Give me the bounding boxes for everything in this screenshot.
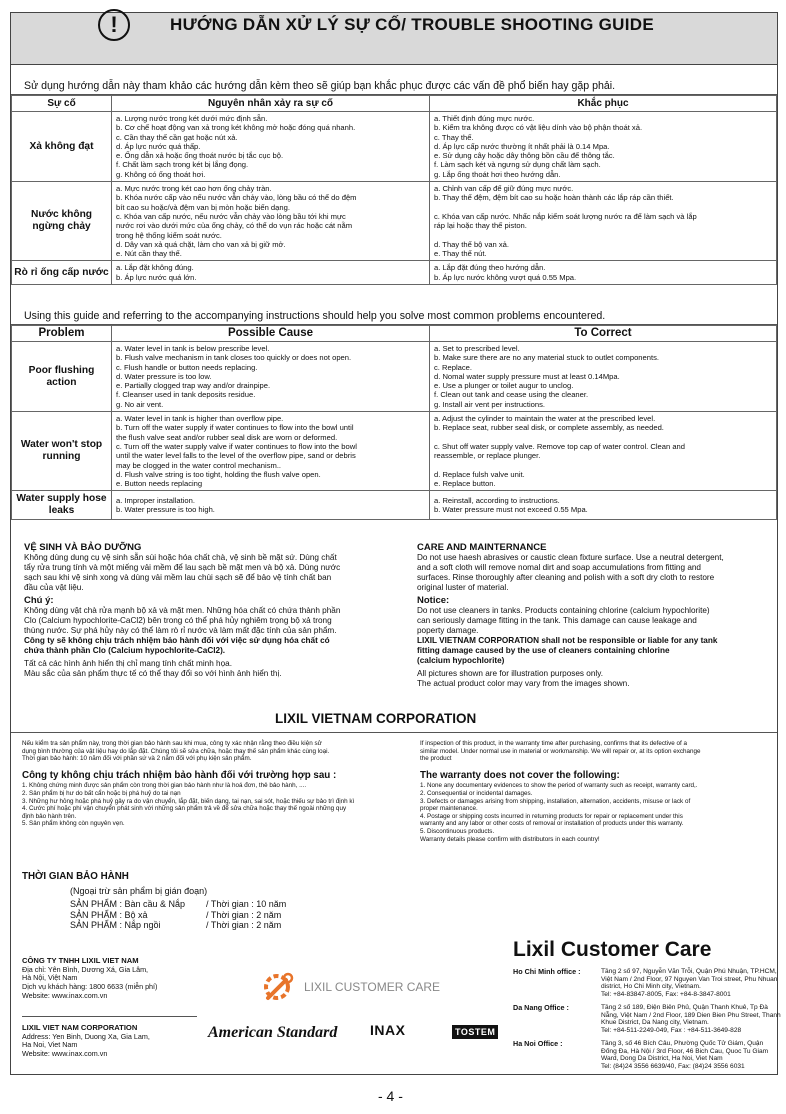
text-line: b. Khóa nước cấp vào nếu nước vẫn chảy vào, lòng bầu có thể do đệm [116,193,357,203]
cause-cell [112,342,430,412]
bold-note [24,636,404,656]
table-row [12,112,777,182]
page-title: HƯỚNG DẪN XỬ LÝ SỰ CỐ/ TROUBLE SHOOTING GUIDE [170,15,654,34]
text-line: c. Thay thế. [434,132,474,142]
tostem-logo: TOSTEM [452,1025,498,1039]
office-label: Da Nang Office : [513,1003,569,1012]
warranty-section-en [420,740,775,843]
text-line: Clo (Calcium hypochlorite-CaCl2) bên trong có thể phá hủy nghiêm trọng bộ xả trong [24,616,332,625]
office-label: Ha Noi Office : [513,1039,563,1048]
text-line: can seriously damage fitting in the tank. This damage can cause leakage and [417,616,697,625]
text-line: f. Cleanser used in tank deposits residue. [116,390,256,400]
cause-cell [112,182,430,261]
text-line: Address: Yen Binh, Duong Xa, Gia Lam, [22,1031,150,1041]
text-line: d. Water pressure is too low. [116,371,212,381]
text-line: Không dùng dung cụ vệ sinh sẵn sùi hoặc hóa chất chà, vệ sinh bề mặt sứ. Dùng chất [24,553,337,562]
text-line: 1. None any documentary evidences to show the period of warranty such as receipt, warranty card,. [420,782,698,790]
warranty-title: Công ty không chịu trách nhiệm bảo hành đối với trường hợp sau : [22,769,337,781]
fix-cell [430,182,777,261]
text-line: Tel: (84)24 3556 6639/40, Fax: (84)24 3556 6031 [601,1062,745,1070]
text-line: d. Replace fulsh valve unit. [434,469,525,479]
text-line: Tel: +84-511-2249-049, Fax : +84-511-3649-828 [601,1026,742,1034]
text-line: Ward, Dong Da District, Ha Noi, Viet Nam [601,1055,723,1062]
text-line: g. Install air vent per instructions. [434,399,546,409]
text-line: e. Sử dụng cây hoặc dây thông bồn cầu để thông tắc. [434,151,615,161]
disclaimer [417,669,777,689]
notice-title: Notice: [417,595,450,606]
text-line: Website: www.inax.com.vn [22,1049,108,1059]
text-line: Khue District, Da Nang city, Vietnam. [601,1019,709,1026]
text-line: c. Flush handle or button needs replacing. [116,362,258,372]
text-line: reassemble, or replace plunger. [434,451,541,461]
text-line: 2. Consequential or incidental damages. [420,789,533,797]
text-line: e. Use a plunger or toilet augur to unclog. [434,381,574,391]
text-line: Website: www.inax.com.vn [22,990,108,1000]
text-line: e. Nút cần thay thế. [116,249,182,259]
text-line: f. Làm sạch két và ngưng sử dụng chất làm sạch. [434,160,601,170]
text-line: g. No air vent. [116,399,164,409]
text-line: e. Ống dẫn xả hoặc ống thoát nước bị tắc cục bộ. [116,151,284,161]
text-line [434,433,772,442]
text-line: bít cao su hoặc/và đệm van bị mòn hoặc biến dạng. [116,202,290,212]
divider [11,732,777,733]
column-header: Khắc phục [430,96,777,112]
text-line [434,461,772,470]
text-line: a. Chỉnh van cấp để giữ đúng mực nước. [434,184,574,194]
warranty-section-vn [22,740,412,828]
text-line: Tầng 2 số 189, Điện Biên Phủ, Quận Thanh Khuê, Tp Đà [601,1004,768,1011]
text-line: a. Mực nước trong két cao hơn ống chảy tràn. [116,184,272,194]
notice-title: Chú ý: [24,595,54,606]
customer-care-title: Lixil Customer Care [513,938,712,961]
text-line: định bảo hành trên. [22,812,77,820]
text-line: and a soft cloth will remove nomal dirt and soap accumulations from fitting and [417,563,701,572]
text-line: the product [420,755,452,763]
text-line: c. Replace. [434,362,472,372]
table-row [12,342,777,412]
cause-cell [112,261,430,285]
text-line: 4. Postage or shipping costs incurred in returning products for repair or replacement under this [420,812,683,820]
column-header: Possible Cause [112,326,430,342]
text-line: g. Không có ống thoát hơi. [116,169,206,179]
intro-vn: Sử dụng hướng dẫn này tham khảo các hướng dẫn kèm theo sẽ giúp bạn khắc phục được các vấn đề phổ biến hay gặp phải. [24,80,616,92]
product-label: SẢN PHẨM : Nắp ngồi [70,920,161,930]
text-line: e. Partially clogged trap way and/or drainpipe. [116,381,271,391]
text-line: similar model. Under normal use in material or workmanship. We will repair or, at its option exchange [420,747,701,755]
text-line: LIXIL VIETNAM CORPORATION shall not be responsible or liable for any tank [417,636,718,645]
text-line: d. Áp lực cấp nước thường ít nhất phải là 0.14 Mpa. [434,141,610,151]
fix-cell [430,261,777,285]
care-title: VỆ SINH VÀ BẢO DƯỠNG [24,542,142,553]
warranty-time [22,872,286,931]
text-line: a. Water level in tank is higher than overflow pipe. [116,414,284,424]
text-line: c. Khóa van cấp nước, nếu nước vẫn chảy vào lòng bầu tới khi mực [116,211,346,221]
text-line: Ha Noi, Viet Nam [22,1040,78,1050]
text-line: d. Flush valve string is too tight, holding the flush valve open. [116,469,321,479]
text-line: b. Cơ chế hoạt động van xả trong két không mở hoặc đóng quá nhanh. [116,123,356,133]
text-line: b. Áp lực nước quá lớn. [116,272,197,282]
cause-cell [112,412,430,491]
text-line: d. Áp lực nước quá thấp. [116,141,201,151]
fix-cell [430,491,777,520]
text-line: Do not use cleaners in tanks. Products containing chlorine (calcium hypochlorite) [417,606,710,615]
problem-cell: Xả không đạt [12,112,112,182]
text-line: Không dùng vật chà rửa mạnh bộ xả và mặt men. Những hóa chất có chứa thành phần [24,606,341,615]
care-section-en [417,543,777,689]
text-line: b. Water pressure is too high. [116,505,215,515]
text-line: e. Button needs replacing [116,479,203,489]
text-line: district, Ho Chi Minh city, Vietnam. [601,983,701,990]
warranty-period: / Thời gian : 2 năm [206,920,282,930]
company-name: CÔNG TY TNHH LIXIL VIET NAM [22,956,139,965]
office-address [601,968,777,998]
warranty-row [70,920,286,931]
text-line: surfaces. Rinse thoroughly after cleaning and polish with a soft dry cloth to restore [417,573,715,582]
text-line: the flush valve seat and/or rubber seal disk are worn or deformed. [116,432,338,442]
exclamation-circle-icon: ! [98,9,130,41]
text-line: Thời gian bảo hành: 10 năm đối với phần sứ và 2 năm đối với phụ kiện sản phẩm. [22,755,252,763]
text-line: 5. Sản phẩm không còn nguyên vẹn. [22,820,125,828]
warranty-row [70,899,286,910]
text-line: b. Replace seat, rubber seal disk, or complete assembly, as needed. [434,423,664,433]
text-line: d. Nomal water supply pressure must at least 0.14Mpa. [434,371,620,381]
text-line: c. Shut off water supply valve. Remove top cap of water control. Clean and [434,441,686,451]
text-line: until the water level falls to the level of the overflow pipe, sand or debris [116,451,356,461]
text-line [434,203,772,212]
warranty-period: / Thời gian : 10 năm [206,899,287,909]
text-line: Địa chỉ: Yên Bình, Dương Xá, Gia Lâm, [22,964,149,974]
text-line: Màu sắc của sản phẩm thực tế có thể thay đổi so với hình ảnh hiển thị. [24,669,282,678]
product-label: SẢN PHẨM : Bộ xả [70,909,148,920]
text-line: a. Adjust the cylinder to maintain the water at the prescribed level. [434,414,656,424]
warranty-row [70,910,286,921]
text-line: a. Water level in tank is below prescribe level. [116,344,270,353]
office-entry [513,968,777,998]
text-line: c. Turn off the water supply valve if water continues to flow into the bowl [116,441,357,451]
care-logo-text: LIXIL CUSTOMER CARE [304,980,441,994]
text-line: a. Thiết định đúng mực nước. [434,114,535,123]
text-line: a. Lắp đặt đúng theo hướng dẫn. [434,263,546,273]
american-standard-logo: American Standard [208,1024,338,1041]
text-line: 1. Không chứng minh được sản phẩm còn trong thời gian bảo hành như là hoá đơn, thẻ bảo hành, .... [22,782,307,790]
office-entry [513,1040,768,1070]
text-line: fitting damage caused by the use of cleaners containing chlorine [417,646,670,655]
product-label: SẢN PHẨM : Bàn cầu & Nắp [70,899,186,909]
text-line: dụng bình thường của vật liệu hay do lắp đặt. Chúng tôi sẽ sửa chữa, hoặc thay thế sản phẩm khác cùng loại. [22,747,330,755]
text-line: g. Lắp ống thoát hơi theo hướng dẫn. [434,169,561,179]
troubleshoot-table-vn [11,95,777,285]
fix-cell [430,412,777,491]
lixil-customer-care-logo [262,972,440,1002]
text-line: b. Kiểm tra không được có vật liệu dính vào bộ phận thoát xả. [434,123,643,133]
text-line: a. Lượng nước trong két dưới mức định sẵn. [116,114,268,123]
text-line: Nếu kiểm tra sản phẩm này, trong thời gian bảo hành sau khi mua, công ty xác nhận rằng theo điều kiện sử [22,740,322,747]
problem-cell: Rò rỉ ống cấp nước [12,261,112,285]
text-line: f. Chất làm sạch trong két bị lắng đọng. [116,160,249,170]
fix-cell [430,342,777,412]
column-header: Nguyên nhân xảy ra sự cố [112,96,430,112]
text-line: Warranty details please confirm with distributors in each country! [420,835,600,843]
company-en [22,1024,150,1059]
problem-cell: Water won't stop running [12,412,112,491]
table-row [12,491,777,520]
text-line: thùng nước. Sự phá hủy này có thể làm rò rỉ nước và làm mất đặc tính của sản phẩm. [24,626,337,635]
divider [22,1016,197,1017]
text-line: b. Water pressure must not exceed 0.55 Mpa. [434,505,588,515]
text-line: nước rơi vào dưới mức của ống chảy, có thể do vụn rác hoặc cát nằm [116,221,353,231]
text-line [434,231,772,240]
troubleshoot-table-en [11,325,777,520]
text-line: original luster of material. [417,583,509,592]
text-line: f. Clean out tank and cease using the cleaner. [434,390,589,400]
text-line: a. Reinstall, according to instructions. [434,496,560,506]
text-line: Tầng 3, số 46 Bích Câu, Phường Quốc Tử Giám, Quận [601,1040,764,1047]
text-line: c. Cần thay thế cần gạt hoặc nút xả. [116,132,238,142]
text-line: đầu của vật liệu. [24,583,84,592]
text-line: Hà Nội, Việt Nam [22,973,78,983]
text-line: d. Dây van xả quá chặt, làm cho van xả bị giữ mở. [116,239,286,249]
disclaimer [24,659,404,679]
text-line: The actual product color may vary from the images shown. [417,679,630,688]
inax-logo: INAX [370,1022,406,1038]
text-line: 3. Những hư hỏng hoặc phá huỷ gây ra do vận chuyển, lắp đặt, biến dạng, tai nạn, sai sót, hoặc thiếu sự bảo trì định kì [22,797,355,805]
text-line: trong hệ thống kiểm soát nước. [116,230,222,240]
text-line: 3. Defects or damages arising from shipping, installation, alternation, accidents, misuse or lack of [420,797,691,805]
text-line: Dịch vụ khách hàng: 1800 6633 (miễn phí) [22,982,158,992]
problem-cell: Nước không ngừng chảy [12,182,112,261]
wrench-gear-icon [262,972,298,1002]
text-line: b. Make sure there are no any material stuck to outlet components. [434,353,659,363]
text-line: Nẵng, Việt Nam / 2nd Floor, 189 Dien Bien Phu Street, Thanh [601,1011,781,1019]
text-line: ráp lại hoặc thay thế piston. [434,221,527,231]
company-name: LIXIL VIET NAM CORPORATION [22,1023,138,1032]
text-line: e. Replace button. [434,479,496,489]
text-line: poperty damage. [417,626,479,635]
bold-note [417,636,777,666]
fix-cell [430,112,777,182]
care-title: CARE AND MAINTERNANCE [417,542,547,553]
text-line: tẩy rửa trung tính và một miếng vải mềm để lau sạch bề mặt men và bộ xả. Dùng nước [24,563,341,572]
care-section-vn [24,543,404,679]
intro-en: Using this guide and referring to the accompanying instructions should help you solve most common problems encountered. [24,310,606,322]
column-header: To Correct [430,326,777,342]
warranty-time-note: (Ngoại trừ sản phẩm bị gián đoạn) [70,885,208,896]
text-line: chứa thành phần Clo (Calcium hypochlorite-CaCl2). [24,646,226,655]
text-line: Tel: +84-83847-8005, Fax: +84-8-3847-8001 [601,990,731,998]
problem-cell: Poor flushing action [12,342,112,412]
text-line: sạch sau khi vệ sinh xong và dùng vải mềm lau chùi sạch sẽ để bảo vệ tính chất ban [24,573,332,582]
company-vn [22,957,157,1001]
cause-cell [112,112,430,182]
text-line: may be clogged in the water control mechanism.. [116,460,282,470]
text-line: Tất cả các hình ảnh hiển thị chỉ mang tính chất minh họa. [24,659,232,668]
warranty-period: / Thời gian : 2 năm [206,909,282,920]
cause-cell [112,491,430,520]
text-line: a. Improper installation. [116,496,195,506]
text-line: b. Áp lực nước không vượt quá 0.55 Mpa. [434,272,577,282]
text-line: a. Lắp đặt không đúng. [116,263,194,273]
table-row [12,261,777,285]
text-line: b. Flush valve mechanism in tank closes too quickly or does not open. [116,353,352,363]
text-line: proper maintenance. [420,805,478,813]
page-number: - 4 - [378,1088,403,1104]
office-entry [513,1004,781,1034]
text-line: a. Set to prescribed level. [434,344,520,353]
text-line: Tầng 2 số 97, Nguyễn Văn Trỗi, Quận Phú Nhuận, TP.HCM, [601,968,777,975]
text-line: Do not use haesh abrasives or caustic clean fixture surface. Use a neutral detergent, [417,553,724,562]
text-line: 4. Cước phí hoặc phí vận chuyển phát sinh với những sản phẩm trả về để sửa chữa hoặc thay thế ngoài những quy [22,805,347,813]
text-line: Việt Nam / 2nd Floor, 97 Nguyen Van Troi street, Phu Nhuan [601,975,778,983]
office-label: Ho Chi Minh office : [513,967,581,976]
text-line: (calcium hypochlorite) [417,656,505,665]
text-line: Đống Đa, Hà Nội / 3rd Floor, 46 Bich Cau, Quoc Tu Giam [601,1047,769,1055]
text-line: 5. Discontinuous products. [420,827,495,835]
text-line: warranty and any labor or other costs of removal or installation of products under this warranty. [420,820,684,828]
text-line: 2. Sản phẩm bị hư do bất cẩn hoặc bị phá huỷ do tai nạn [22,789,181,797]
text-line: d. Thay thế bộ van xả. [434,239,510,249]
office-address [601,1004,781,1034]
column-header: Problem [12,326,112,342]
office-address [601,1040,768,1070]
corporation-title: LIXIL VIETNAM CORPORATION [275,711,477,726]
text-line: If inspection of this product, in the warranty time after purchasing, confirms that its defective of a [420,740,688,747]
text-line: Công ty sẽ không chịu trách nhiệm bảo hành đối với việc sử dụng hóa chất có [24,636,330,645]
table-row [12,182,777,261]
text-line: b. Turn off the water supply if water continues to flow into the bowl until [116,423,354,433]
warranty-time-title: THỜI GIAN BẢO HÀNH [22,871,129,882]
text-line: c. Khóa van cấp nước. Nhấc nắp kiểm soát lượng nước ra để làm sạch và lắp [434,211,697,221]
warranty-title: The warranty does not cover the following: [420,769,620,781]
text-line: b. Thay thế đệm, đệm bít cao su hoặc hoàn thành các lắp ráp cần thiết. [434,193,674,203]
problem-cell: Water supply hose leaks [12,491,112,520]
text-line: e. Thay thế nút. [434,249,487,259]
table-row [12,412,777,491]
column-header: Sự cố [12,96,112,112]
text-line: All pictures shown are for illustration purposes only. [417,669,603,678]
